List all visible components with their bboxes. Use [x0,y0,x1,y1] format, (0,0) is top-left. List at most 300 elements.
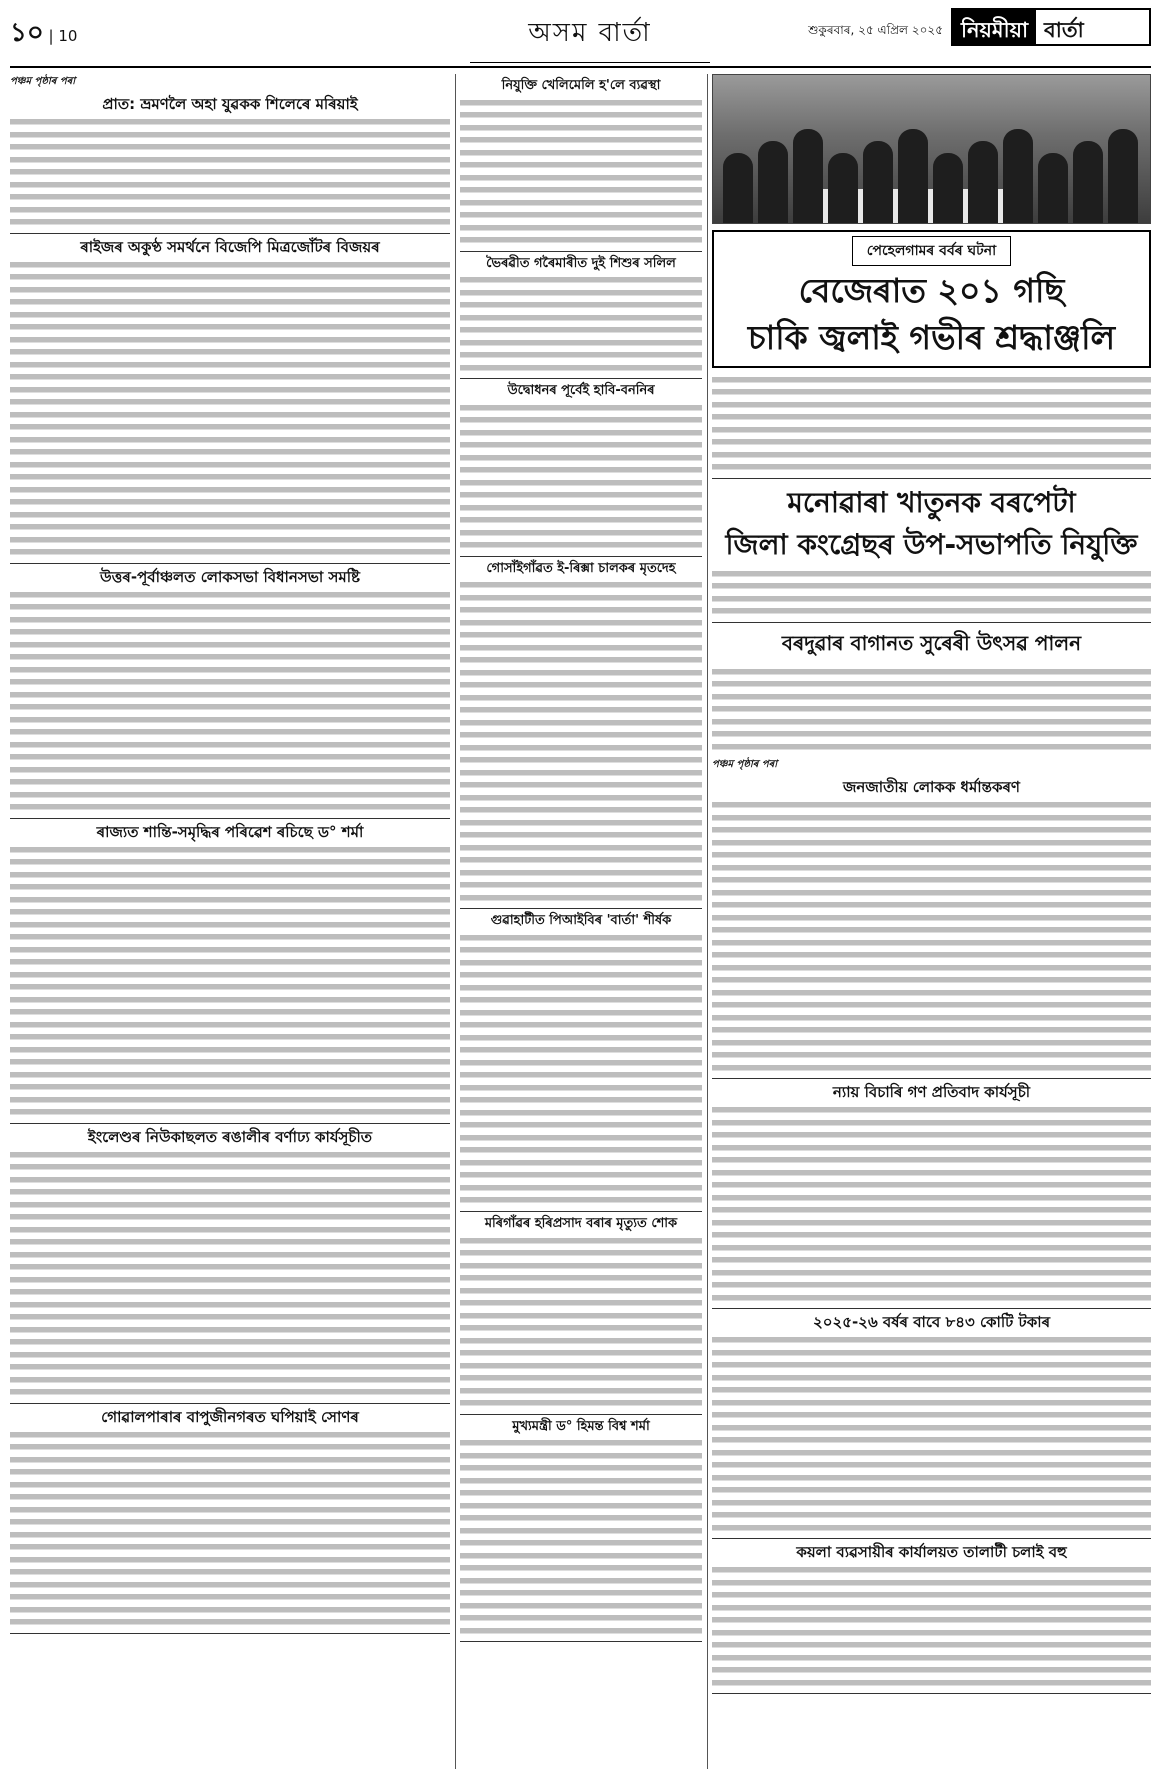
photo-person [828,153,858,223]
body-text-line [460,1347,702,1360]
body-text-line [10,664,450,677]
body-text-line [10,1529,450,1542]
body-text-line [10,726,450,739]
body-text-line [460,604,702,617]
body-text-line [10,1044,450,1057]
article-separator [10,563,450,564]
article-body [460,579,702,904]
body-text-line [10,1591,450,1604]
photo-person [1003,129,1033,223]
body-text-line [460,1297,702,1310]
body-text-line [460,1082,702,1095]
body-text-line [460,97,702,110]
article-headline: উদ্বোধনৰ পূৰ্বেই হাবি-বননিৰ [507,383,655,399]
body-text-line [460,1132,702,1145]
article [460,1419,702,1643]
body-text-line [10,651,450,664]
body-text-line [10,141,450,154]
body-text-line [460,1525,702,1538]
body-text-line [10,154,450,167]
body-text-line [460,754,702,767]
photo-person [758,141,788,223]
body-text-line [460,982,702,995]
body-text-line [10,639,450,652]
body-text-line [712,716,1151,729]
body-text-line [10,471,450,484]
body-text-line [712,1154,1151,1167]
body-text-line [460,539,702,552]
body-text-line [460,1575,702,1588]
body-text-line [712,1639,1151,1652]
body-text-line [460,1550,702,1563]
article [10,1408,450,1634]
body-text-line [10,1541,450,1554]
body-text-line [712,1179,1151,1192]
body-text-line [460,172,702,185]
body-text-line [10,271,450,284]
body-text-line [712,1409,1151,1422]
article [460,256,702,380]
body-text-line [10,801,450,814]
body-text-line [712,824,1151,837]
body-text-line [10,739,450,752]
body-text-line [460,704,702,717]
photo-person [1073,141,1103,223]
body-text-line [460,502,702,515]
article-body [460,932,702,1207]
body-text-line [460,222,702,235]
article-separator [460,1414,702,1415]
body-text-line [712,1024,1151,1037]
body-text-line [712,924,1151,937]
body-text-line [10,296,450,309]
body-text-line [712,974,1151,987]
body-text-line [712,1577,1151,1590]
body-text-line [10,944,450,957]
body-text-line [712,1602,1151,1615]
body-text-line [712,424,1151,437]
body-text-line [460,1285,702,1298]
body-text-line [712,1192,1151,1205]
body-text-line [10,521,450,534]
column-middle [460,74,702,1769]
column-right [712,74,1151,1769]
article-separator [460,908,702,909]
newspaper-logo [951,8,1151,46]
body-text-line [10,869,450,882]
body-text-line [460,1235,702,1248]
body-text-line [712,1347,1151,1360]
body-text-line [10,116,450,129]
body-text-line [10,931,450,944]
body-text-line [10,309,450,322]
body-text-line [712,1397,1151,1410]
body-text-line [10,981,450,994]
body-text-line [712,1434,1151,1447]
body-text-line [10,1374,450,1387]
body-text-line [10,1211,450,1224]
body-text-line [712,374,1151,387]
body-text-line [712,1062,1151,1075]
article-separator [460,1641,702,1642]
body-text-line [460,592,702,605]
body-text-line [10,1299,450,1312]
photo-person [723,153,753,223]
continued-label: পঞ্চম পৃষ্ঠাৰ পৰা [10,76,76,87]
article-separator [10,233,450,234]
body-text-line [712,728,1151,741]
body-text-line [712,399,1151,412]
body-text-line [10,906,450,919]
body-text-line [10,894,450,907]
body-text-line [10,1186,450,1199]
body-text-line [460,312,702,325]
body-text-line [10,1361,450,1374]
body-text-line [10,1516,450,1529]
body-text-line [712,461,1151,474]
article-separator [10,1123,450,1124]
body-text-line [712,1334,1151,1347]
body-text-line [460,1385,702,1398]
body-text-line [10,1441,450,1454]
article-headline: ২০২৫-২৬ বৰ্ষৰ বাবে ৮৪৩ কোটি টকাৰ [812,1313,1051,1332]
column-left [10,74,450,1769]
body-text-line [10,1554,450,1567]
body-text-line [10,1349,450,1362]
body-text-line [10,204,450,217]
body-text-line [712,862,1151,875]
body-text-line [10,1286,450,1299]
body-text-line [460,1612,702,1625]
body-text-line [460,197,702,210]
article-separator [10,1403,450,1404]
body-text-line [10,614,450,627]
body-text-line [460,1260,702,1273]
photo-person [933,153,963,223]
body-text-line [460,1397,702,1410]
body-text-line [460,1450,702,1463]
article-headline: নিযুক্তি খেলিমেলি হ'লে ব্যৱস্থা [501,78,661,93]
body-text-line [712,1472,1151,1485]
body-text-line [460,1272,702,1285]
body-text-line [712,1447,1151,1460]
body-text-line [10,1324,450,1337]
article-headline: গোৱালপাৰাৰ বাপুজীনগৰত ঘপিয়াই সোণৰ [101,1407,359,1426]
body-text-line [10,166,450,179]
body-text-line [10,856,450,869]
body-text-line [460,642,702,655]
article-separator [460,378,702,379]
body-text-line [10,434,450,447]
body-text-line [10,496,450,509]
body-text-line [10,1274,450,1287]
body-text-line [10,1161,450,1174]
body-text-line [712,837,1151,850]
body-text-line [460,402,702,415]
tea-garden-headline: বৰদুৱাৰ বাগানত সুৰেৰী উৎসৱ পালন [781,630,1082,655]
article-body [460,1437,702,1637]
article-body [460,1235,702,1410]
body-text-line [712,1267,1151,1280]
body-text-line [460,477,702,490]
body-text-line [460,184,702,197]
body-text-line [712,1627,1151,1640]
body-text-line [460,629,702,642]
body-text-line [460,527,702,540]
body-text-line [10,384,450,397]
body-text-line [460,779,702,792]
continued-label: পঞ্চম পৃষ্ঠাৰ পৰা [712,759,778,771]
article-headline: গুৱাহাটীত পিআইবিৰ 'বাৰ্তা' শীৰ্ষক [490,913,672,929]
page-number-small: 10 [58,27,78,45]
photo-person [863,141,893,223]
body-text-line [460,1107,702,1120]
body-text-line [10,546,450,559]
article-body [10,844,450,1119]
body-text-line [460,1562,702,1575]
body-text-line [460,452,702,465]
body-text-line [10,714,450,727]
body-text-line [10,484,450,497]
body-text-line [712,568,1151,581]
body-text-line [460,792,702,805]
body-text-line [460,1044,702,1057]
body-text-line [10,751,450,764]
body-text-line [460,1587,702,1600]
body-text-line [10,1056,450,1069]
body-text-line [10,421,450,434]
article-separator [712,1693,1151,1694]
body-text-line [10,994,450,1007]
body-text-line [460,1512,702,1525]
article-body [460,402,702,552]
body-text-line [712,703,1151,716]
body-text-line [460,1019,702,1032]
body-text-line [10,1454,450,1467]
body-text-line [712,812,1151,825]
body-text-line [10,129,450,142]
body-text-line [712,1614,1151,1627]
body-text-line [460,804,702,817]
body-text-line [460,729,702,742]
body-text-line [460,617,702,630]
body-text-line [712,1129,1151,1142]
body-text-line [10,1466,450,1479]
article [10,1128,450,1404]
body-text-line [10,509,450,522]
body-text-line [10,1174,450,1187]
body-text-line [10,1566,450,1579]
body-text-line [10,1149,450,1162]
photo-person [793,129,823,223]
body-text-line [712,411,1151,424]
article-headline: ৰাজ্যত শান্তি-সমৃদ্ধিৰ পৰিৱেশ ৰচিছে ড° শৰ্মা [96,822,364,841]
body-text-line [10,689,450,702]
banner-headline-line1: বেজেৰাত ২০১ গছি [798,271,1065,310]
body-text-line [712,1677,1151,1690]
body-text-line [712,1372,1151,1385]
body-text-line [460,427,702,440]
body-text-line [10,446,450,459]
article-body [10,1149,450,1399]
body-text-line [460,842,702,855]
body-text-line [10,346,450,359]
lead-story-banner [712,230,1151,368]
photo-person [898,129,928,223]
body-text-line [10,1019,450,1032]
body-text-line [460,1625,702,1638]
logo-right: বাৰ্তা [1044,18,1084,42]
body-text-line [712,899,1151,912]
body-text-line [712,1242,1151,1255]
body-text-line [460,109,702,122]
body-text-line [712,741,1151,754]
article-headline: ন্যায় বিচাৰি গণ প্ৰতিবাদ কাৰ্যসূচী [832,1083,1031,1102]
body-text-line [460,579,702,592]
body-text-line [460,1322,702,1335]
body-text-line [460,234,702,247]
body-text-line [460,932,702,945]
body-text-line [460,1007,702,1020]
body-text-line [712,1589,1151,1602]
body-text-line [10,1081,450,1094]
body-text-line [712,605,1151,618]
body-text-line [10,179,450,192]
article [712,1313,1151,1539]
article [10,238,450,564]
body-text-line [460,362,702,375]
article-headline: ৰাইজৰ অকুণ্ঠ সমৰ্থনে বিজেপি মিত্ৰজোঁটৰ বিজয়ৰ [80,237,380,256]
body-text-line [460,439,702,452]
article [460,383,702,557]
article [460,913,702,1212]
body-text-line [460,1462,702,1475]
body-text-line [10,969,450,982]
body-text-line [460,1032,702,1045]
body-text-line [712,436,1151,449]
body-text-line [712,912,1151,925]
body-text-line [460,299,702,312]
article-separator [460,556,702,557]
body-text-line [10,789,450,802]
article-separator [712,1078,1151,1079]
body-text-line [10,601,450,614]
body-text-line [712,1104,1151,1117]
column-divider [455,74,456,1769]
body-text-line [10,1604,450,1617]
body-text-line [712,1012,1151,1025]
body-text-line [712,1422,1151,1435]
article-body [460,97,702,247]
body-text-line [10,956,450,969]
body-text-line [712,1142,1151,1155]
body-text-line [712,874,1151,887]
body-text-line [460,1360,702,1373]
body-text-line [460,1437,702,1450]
body-text-line [460,817,702,830]
body-text-line [712,949,1151,962]
body-text-line [10,1479,450,1492]
article-headline: প্ৰাত: ভ্ৰমণলৈ অহা যুৱকক শিলেৰে মৰিয়াই [102,95,358,113]
body-text-line [10,1199,450,1212]
body-text-line [712,1204,1151,1217]
body-text-line [460,994,702,1007]
article-separator [460,251,702,252]
banner-headline-line2: চাকি জ্বলাই গভীৰ শ্ৰদ্ধাঞ্জলি [747,317,1116,357]
body-text-line [460,1600,702,1613]
body-text-line [10,321,450,334]
body-text-line [460,1247,702,1260]
body-text-line [10,844,450,857]
body-text-line [460,944,702,957]
body-text-line [10,284,450,297]
body-text-line [712,1049,1151,1062]
article-separator [712,478,1151,479]
body-text-line [10,1504,450,1517]
article [712,1543,1151,1694]
body-text-line [712,1229,1151,1242]
body-text-line [712,1497,1151,1510]
article-body [712,1104,1151,1304]
body-text-line [460,742,702,755]
body-text-line [712,1254,1151,1267]
body-text-line [460,1094,702,1107]
body-text-line [460,892,702,905]
article-separator [10,1633,450,1634]
body-text-line [460,209,702,222]
body-text-line [460,1182,702,1195]
body-text-line [712,1292,1151,1305]
body-text-line [712,887,1151,900]
body-text-line [10,534,450,547]
article-body [712,1334,1151,1534]
masthead [10,6,1151,68]
article-body [10,589,450,814]
body-text-line [460,287,702,300]
body-text-line [10,881,450,894]
body-text-line [712,386,1151,399]
body-text-line [712,1167,1151,1180]
article [460,561,702,910]
body-text-line [712,666,1151,679]
body-text-line [460,147,702,160]
article-body [712,1564,1151,1689]
body-text-line [460,1169,702,1182]
body-text-line [460,767,702,780]
body-text-line [712,962,1151,975]
article-headline: গোসাঁইগাঁৱত ই-ৰিক্সা চালকৰ মৃতদেহ [486,560,676,576]
body-text-line [460,667,702,680]
body-text-line [10,776,450,789]
article-separator [712,1308,1151,1309]
body-text-line [712,849,1151,862]
article-headline: ইংলেণ্ডৰ নিউকাছলত ৰঙালীৰ বৰ্ণাঢ্য কাৰ্যসূচীত [87,1127,373,1146]
body-text-line [460,464,702,477]
body-text-line [10,919,450,932]
body-text-line [460,134,702,147]
body-text-line [460,349,702,362]
article [712,1083,1151,1309]
body-text-line [10,676,450,689]
body-text-line [10,764,450,777]
body-text-line [460,1372,702,1385]
body-text-line [10,1069,450,1082]
body-text-line [10,359,450,372]
body-text-line [460,654,702,667]
body-text-line [460,1537,702,1550]
column-divider [707,74,708,1769]
body-text-line [712,1652,1151,1665]
